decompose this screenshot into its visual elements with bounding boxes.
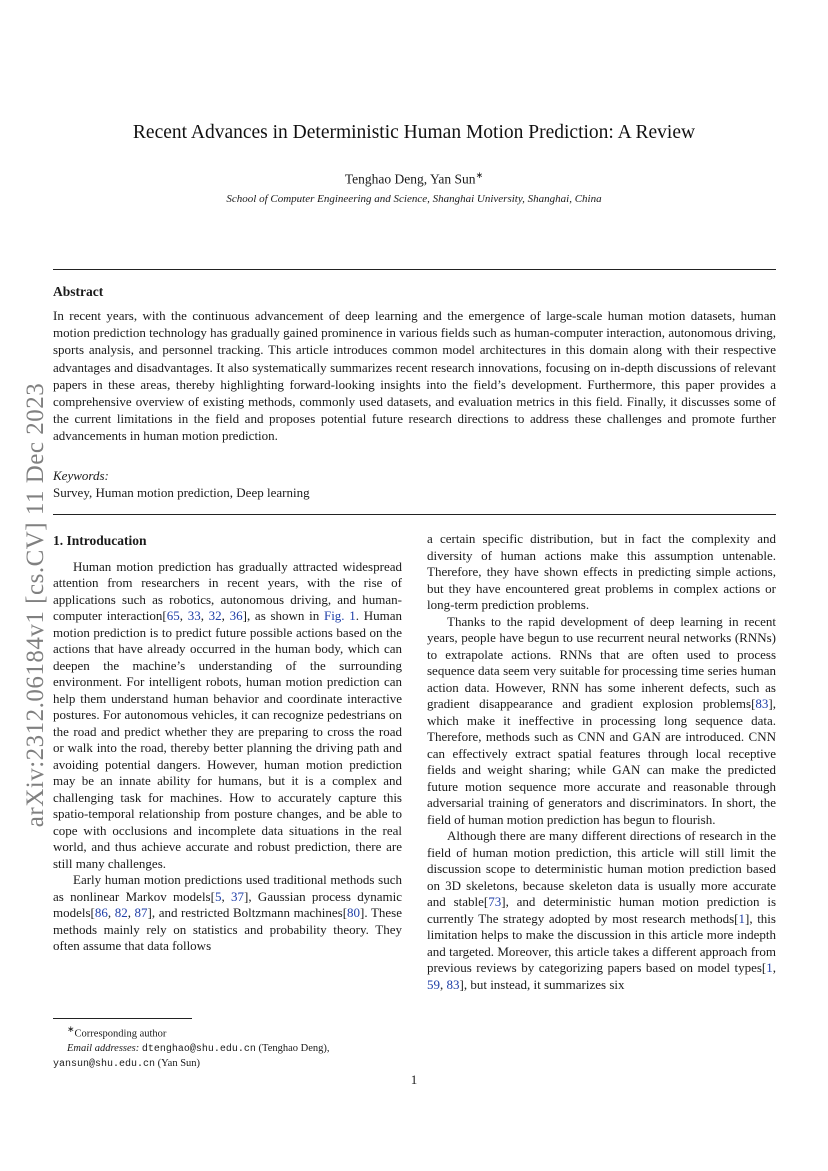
affiliation: School of Computer Engineering and Science, Shanghai University, Shanghai, China [226, 193, 602, 205]
page-number: 1 [410, 1072, 418, 1087]
footnote-corresponding [53, 1022, 402, 1042]
arxiv-identifier: arXiv:2312.06184v1 [cs.CV] 11 Dec 2023 [22, 382, 49, 828]
top-rule [53, 269, 776, 270]
email-owner: (Tenghao Deng), [255, 1042, 330, 1054]
citation-separator: , [127, 905, 135, 920]
citation-link[interactable]: 87 [134, 905, 148, 920]
citation-separator: , [221, 888, 232, 904]
paragraph-text: ], but instead, it summarizes six [459, 976, 625, 992]
paragraph-text: ], which make it ineffective in processing long sequence data. Therefore, methods such as CNN and GAN are introduced. CNN can effectively extract spatial features through local receptive fields and weight sharing; while GAN can make the predicted future motion sequence more accurate and reasonable through adversarial training of generators and discriminators. In short, the field of human motion prediction has begun to flourish. [427, 696, 776, 827]
paragraph-text: Thanks to the rapid development of deep learning in recent years, people have begun to use recurrent neural networks (RNNs) to extrapolate actions. RNNs that are often used to process sequence data seem very suitable for processing time series human action data. However, RNN has some inherent defects, such as gradient disappearance and gradient explosion problems[ [427, 613, 776, 711]
citation-link[interactable]: 5 [214, 888, 222, 904]
citation-link[interactable]: 32 [208, 608, 222, 623]
paragraph-text: ], as shown in [242, 608, 324, 623]
author-names: Tenghao Deng, Yan Sun [344, 171, 476, 187]
citation-separator: , [200, 608, 209, 623]
footnote-emails [53, 1042, 402, 1057]
citation-separator: , [179, 608, 188, 623]
paper-title: Recent Advances in Deterministic Human Motion Prediction: A Review [132, 122, 696, 143]
citation-link[interactable]: 33 [187, 608, 201, 623]
paragraph-text: ]. These methods mainly rely on statistics and probability theory. They often assume that data follows [53, 905, 402, 953]
email-link[interactable]: yansun@shu.edu.cn [53, 1058, 156, 1070]
author-list [0, 170, 828, 188]
footnote-rule [53, 1018, 192, 1019]
paragraph-text: Human motion prediction has gradually attracted widespread attention from researchers in recent years, with the rise of applications such as robotics, autonomous driving, and human-computer interaction[ [53, 558, 402, 623]
footnote-corresponding-text: Corresponding author [74, 1028, 167, 1040]
citation-link[interactable]: 1 [766, 960, 773, 975]
citation-link[interactable]: 65 [166, 608, 180, 623]
figure-link[interactable]: Fig. 1 [323, 608, 356, 623]
abstract-bottom-rule [53, 514, 776, 515]
paragraph-text: ], and restricted Boltzmann machines[ [147, 905, 348, 920]
paragraph-text: ], and deterministic human motion prediction is currently The strategy adopted by most research methods[ [427, 894, 777, 926]
citation-separator: , [107, 905, 115, 920]
abstract-body: In recent years, with the continuous advancement of deep learning and the emergence of large-scale human motion datasets, human motion prediction technology has gradually gained prominence in various fields such as human-computer interaction, autonomous driving, sports analysis, and personnel tracking. This article introduces common model architectures in this domain along with their respective advantages and disadvantages. It also systematically summarizes recent research innovations, focusing on in-depth discussions of relevant papers in these areas, thereby highlighting forward-looking insights into the field’s development. Furthermore, this paper provides a comprehensive overview of existing methods, commonly used datasets, and evaluation metrics in this field. Finally, it discusses some of the current limitations in the field and proposes potential future research directions to address these challenges and promote further advancements in human motion prediction. [53, 308, 776, 444]
footnote-mark: ∗ [67, 1024, 75, 1034]
left-column [53, 531, 402, 955]
citation-link[interactable]: 73 [488, 894, 502, 909]
footnote-emails-cont [53, 1057, 402, 1072]
abstract-heading: Abstract [53, 284, 104, 299]
citation-link[interactable]: 37 [231, 888, 245, 904]
intro-paragraph-4 [427, 614, 776, 829]
citation-link[interactable]: 82 [114, 905, 128, 920]
right-column [427, 531, 776, 993]
intro-paragraph-5 [427, 828, 776, 993]
paragraph-text: . Human motion prediction is to predict future possible actions based on the actions that have already occurred in the human body, which can deepen the machine’s understanding of the surrounding environment. For intelligent robots, human motion prediction can help them understand human behavior and coordinate interactive postures. For autonomous vehicles, it can recognize pedestrians on the road and predict whether they are preparing to cross the road or walk into the road, thereby better planning the driving path and avoiding potential dangers. However, human motion prediction may be an innate ability for humans, but it is a complex and challenging task for machines. How to accurately capture this spatio-temporal relationship from posture changes, and be able to cope with occlusions and incomplete data situations in the real world, and thus achieve accurate and robust prediction, there are still many challenges. [53, 608, 403, 871]
email-link[interactable]: dtenghao@shu.edu.cn [141, 1043, 256, 1055]
citation-separator: , [221, 608, 230, 623]
citation-separator: , [772, 960, 776, 975]
citation-link[interactable]: 83 [446, 976, 460, 992]
email-owner: (Yan Sun) [155, 1057, 201, 1069]
keywords-label: Keywords: [53, 468, 109, 483]
paragraph-text: Early human motion predictions used traditional methods such as nonlinear Markov models[ [53, 872, 402, 904]
citation-link[interactable]: 83 [755, 696, 769, 711]
citation-link[interactable]: 59 [427, 976, 440, 992]
keywords-text: Survey, Human motion prediction, Deep learning [53, 485, 310, 500]
footnote [53, 1022, 402, 1072]
intro-paragraph-1 [53, 559, 402, 873]
section-heading-introduction: 1. Introducation [53, 533, 147, 548]
citation-separator: , [440, 976, 447, 992]
email-label: Email addresses: [67, 1042, 140, 1054]
intro-paragraph-3: a certain specific distribution, but in fact the complexity and diversity of human actions make this assumption untenable. Therefore, they have shown effects in predicting simple actions, but they have encountered great problems in complex actions or long-term prediction problems. [427, 531, 776, 612]
corresponding-author-mark: ∗ [475, 170, 484, 180]
citation-link[interactable]: 80 [347, 905, 361, 920]
paragraph-text: ], Gaussian process dynamic models[ [53, 888, 402, 920]
citation-link[interactable]: 36 [229, 608, 243, 623]
citation-link[interactable]: 86 [94, 905, 108, 920]
citation-link[interactable]: 1 [738, 910, 745, 926]
paragraph-text: Although there are many different directions of research in the field of human motion prediction, this article will still limit the discussion scope to deterministic human motion prediction based on 3D skeletons, because skeleton data is usually more accurate and stable[ [427, 828, 776, 909]
intro-paragraph-2 [53, 872, 402, 955]
paragraph-text: ], this limitation helps to make the discussion in this article more indepth and targeted. Moreover, this article takes a different approach from previous reviews by categorizing papers based on model types[ [427, 910, 776, 975]
